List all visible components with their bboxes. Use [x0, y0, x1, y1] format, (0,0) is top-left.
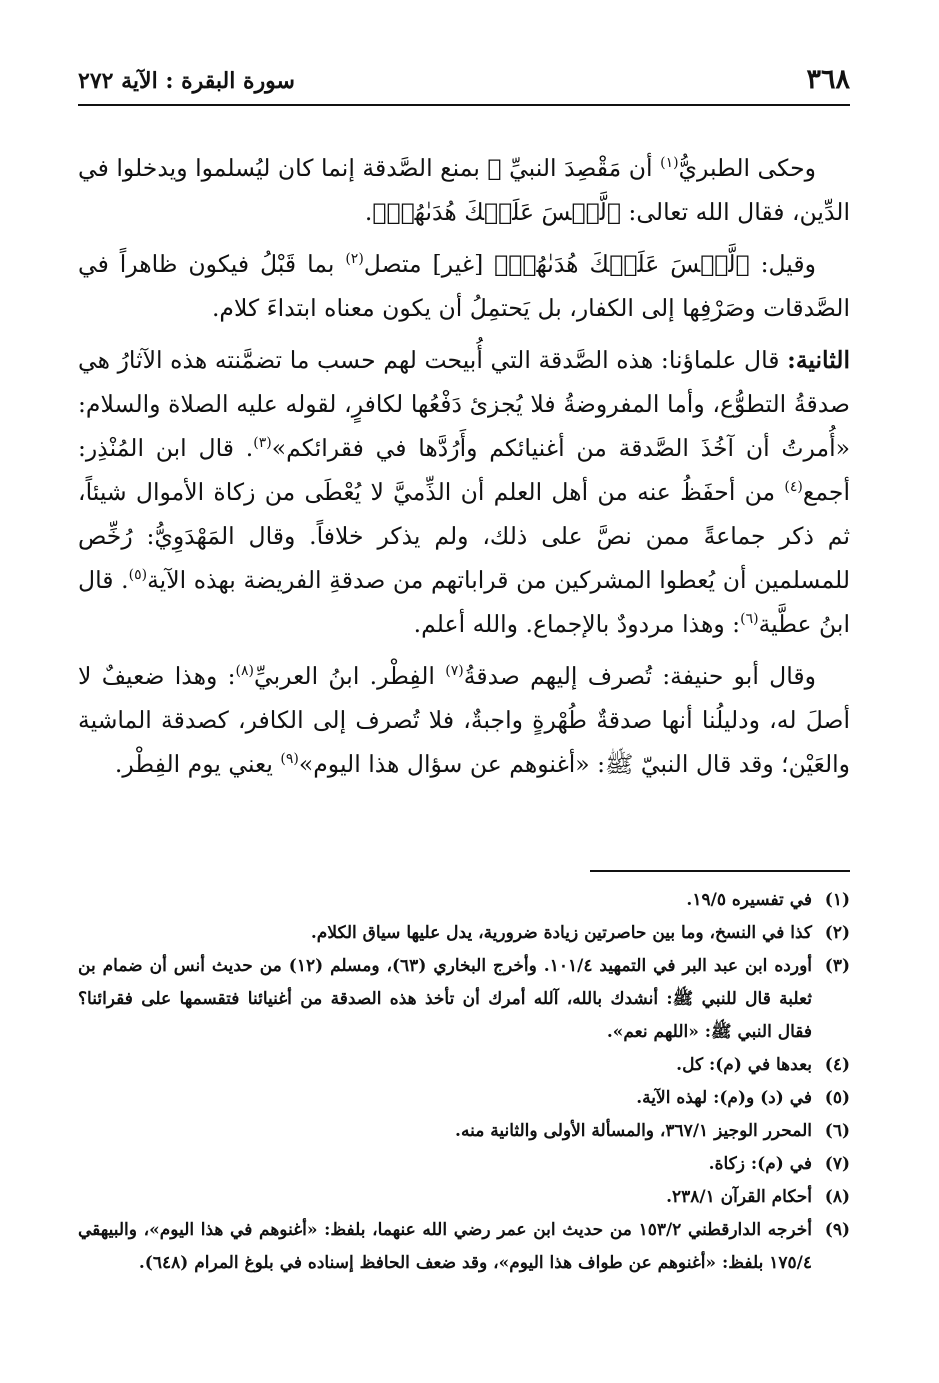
footnote-number: (٦)	[824, 1121, 850, 1141]
header-rule	[78, 104, 850, 106]
footnote-text: أخرجه الدارقطني ١٥٣/٢ من حديث ابن عمر رضي الله عنهما، بلفظ: «أغنوهم في هذا اليوم»، والبيهقي ١٧٥/٤ بلفظ: «أغنوهم عن طواف هذا اليوم»، وقد ضعف الحافظ إسناده في بلوغ المرام (٦٤٨).	[78, 1220, 813, 1273]
footnote-separator	[590, 870, 850, 872]
running-title: سورة البقرة : الآية ٢٧٢	[78, 68, 295, 94]
footnote-number: (١)	[824, 890, 850, 910]
footnote-8	[78, 1181, 850, 1214]
footnote-1	[78, 884, 850, 917]
footnote-ref-7[interactable]: (٧)	[445, 663, 464, 680]
footnote-text: في (م): زكاة.	[708, 1154, 812, 1174]
footnote-number: (٥)	[824, 1088, 850, 1108]
footnote-2	[78, 917, 850, 950]
footnote-text: بعدها في (م): كل.	[676, 1055, 812, 1075]
paragraph-4: وقال أبو حنيفة: تُصرف إليهم صدقةُ$^{(٧)}$ الفِطْر. ابنُ العربيِّ$^{(٨)}$: وهذا ضعيفٌ لا أصلَ له، ودليلُنا أنها صدقةٌ طُهْرةٍ واجبةٌ، فلا تُصرف إلى الكافر، كصدقة الماشية والعَيْن؛ وقد قال النبيّ ﷺ: «أغنوهم عن سؤال هذا اليوم»$^{(٩)}$ يعني يوم الفِطْر.	[78, 662, 850, 778]
footnote-text: المحرر الوجيز ٣٦٧/١، والمسألة الأولى والثانية منه.	[455, 1121, 812, 1141]
page-header	[78, 62, 850, 102]
footnote-4	[78, 1049, 850, 1082]
footnote-ref-5[interactable]: (٥)	[128, 567, 148, 584]
footnote-ref-8[interactable]: (٨)	[235, 663, 254, 680]
footnote-ref-2[interactable]: (٢)	[345, 251, 364, 268]
footnote-text: كذا في النسخ، وما بين حاصرتين زيادة ضرورية، يدل عليها سياق الكلام.	[310, 923, 812, 943]
footnote-number: (٤)	[824, 1055, 850, 1075]
footnote-ref-6[interactable]: (٦)	[740, 611, 759, 628]
footnotes	[78, 884, 850, 1280]
footnote-7	[78, 1148, 850, 1181]
footnote-ref-4[interactable]: (٤)	[784, 479, 803, 496]
footnote-text: أورده ابن عبد البر في التمهيد ١٠١/٤. وأخرج البخاري (٦٣)، ومسلم (١٢) من حديث أنس أن ضمام بن ثعلبة قال للنبي ﷺ: أنشدك بالله، آلله أمرك أن تأخذ هذه الصدقة من أغنيائنا فتقسمها على فقرائنا؟ فقال النبي ﷺ: «اللهم نعم».	[78, 956, 813, 1042]
footnote-text: في (د) و(م): لهذه الآية.	[636, 1088, 812, 1108]
footnote-ref-9[interactable]: (٩)	[280, 751, 299, 768]
paragraph-1: وحكى الطبريُّ$^{(١)}$ أن مَقْصِدَ النبيِّ ﷺ بمنع الصَّدقة إنما كان ليُسلموا ويدخلوا في الدِّين، فقال الله تعالى: ﴿لَّيۡسَ عَلَيۡكَ هُدَىٰهُمۡ﴾.	[78, 154, 850, 226]
footnote-3	[78, 950, 850, 1049]
footnote-text: أحكام القرآن ٢٣٨/١.	[666, 1187, 812, 1207]
footnote-number: (٨)	[824, 1187, 850, 1207]
footnote-number: (٩)	[824, 1220, 850, 1240]
paragraph-3: الثانية: قال علماؤنا: هذه الصَّدقة التي أُبيحت لهم حسب ما تضمَّنته هذه الآثارُ هي صدقةُ التطوُّع، وأما المفروضةُ فلا يُجزئ دَفْعُها لكافرٍ، لقوله عليه الصلاة والسلام: «أُمرتُ أن آخُذَ الصَّدقة من أغنيائكم وأَرُدَّها في فقرائكم»$^{(٣)}$. قال ابن المُنْذِر: أجمع$^{(٤)}$ من أحفَظُ عنه من أهل العلم أن الذِّميَّ لا يُعْطَى من زكاة الأموال شيئاً، ثم ذكر جماعةً ممن نصَّ على ذلك، ولم يذكر خلافاً. وقال المَهْدَوِيُّ: رُخِّص للمسلمين أن يُعطوا المشركين من قراباتهم من صدقةِ الفريضة بهذه الآية$^{(٥)}$. قال ابنُ عطَّية$^{(٦)}$: وهذا مردودٌ بالإجماع. والله أعلم.	[78, 346, 850, 638]
footnote-number: (٧)	[824, 1154, 850, 1174]
page-number: ٣٦٨	[806, 64, 850, 95]
footnote-6	[78, 1115, 850, 1148]
footnote-text: في تفسيره ١٩/٥.	[686, 890, 812, 910]
footnote-ref-3[interactable]: (٣)	[253, 435, 272, 452]
footnote-number: (٢)	[824, 923, 850, 943]
footnote-9	[78, 1214, 850, 1280]
paragraph-2: وقيل: ﴿لَّيۡسَ عَلَيۡكَ هُدَىٰهُمۡ﴾ [غير] متصل$^{(٢)}$ بما قَبْلُ فيكون ظاهراً في الصَّدقات وصَرْفِها إلى الكفار، بل يَحتمِلُ أن يكون معناه ابتداءَ كلام.	[78, 250, 850, 322]
section-lead: الثانية:	[787, 346, 850, 374]
footnote-ref-1[interactable]: (١)	[660, 155, 679, 172]
footnote-5	[78, 1082, 850, 1115]
main-text	[78, 146, 850, 794]
footnote-number: (٣)	[824, 956, 850, 976]
